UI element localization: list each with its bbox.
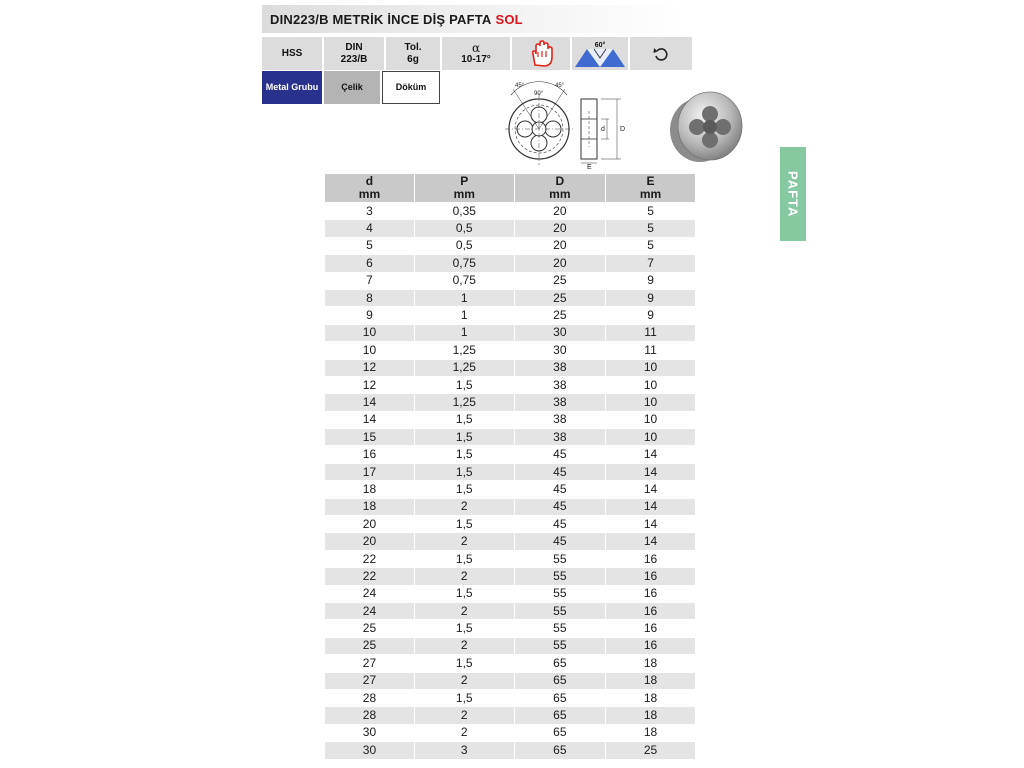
table-cell: 22 [325, 550, 414, 567]
thread-profile-icon [572, 37, 628, 70]
table-row [325, 568, 695, 585]
table-cell: 16 [606, 637, 695, 654]
table-cell: 10 [606, 429, 695, 446]
table-cell: 65 [514, 742, 605, 759]
table-cell: 25 [514, 272, 605, 289]
table-row [325, 272, 695, 289]
D-label: D [620, 126, 626, 133]
left-rotation-icon [630, 37, 692, 70]
table-cell: 38 [514, 359, 605, 376]
table-cell: 1,5 [414, 550, 514, 567]
table-cell: 22 [325, 568, 414, 585]
table-cell: 14 [606, 516, 695, 533]
table-cell: 55 [514, 568, 605, 585]
table-row [325, 585, 695, 602]
table-cell: 45 [514, 481, 605, 498]
table-cell: 18 [325, 481, 414, 498]
table-cell: 2 [414, 637, 514, 654]
table-header-row [325, 174, 695, 203]
table-cell: 1,5 [414, 463, 514, 480]
angle-right-label: 45° [555, 83, 565, 89]
table-cell: 30 [325, 724, 414, 741]
section-tab[interactable] [780, 147, 806, 241]
table-row [325, 203, 695, 220]
table-cell: 18 [606, 655, 695, 672]
table-cell: 65 [514, 724, 605, 741]
table-cell: 38 [514, 411, 605, 428]
angle-mid-label: 90° [534, 91, 544, 97]
table-cell: 11 [606, 324, 695, 341]
angle-left-label: 45° [515, 83, 525, 89]
table-cell: 5 [606, 237, 695, 254]
table-cell: 1,5 [414, 585, 514, 602]
d-label: d [601, 126, 605, 133]
table-cell: 2 [414, 724, 514, 741]
table-cell: 2 [414, 707, 514, 724]
table-cell: 3 [414, 742, 514, 759]
table-cell: 65 [514, 707, 605, 724]
table-cell: 6 [325, 255, 414, 272]
table-cell: 1,5 [414, 620, 514, 637]
table-row [325, 481, 695, 498]
table-row [325, 342, 695, 359]
table-cell: 25 [325, 620, 414, 637]
table-cell: 1,5 [414, 446, 514, 463]
table-cell: 20 [325, 516, 414, 533]
table-cell: 45 [514, 463, 605, 480]
table-cell: 14 [606, 463, 695, 480]
table-cell: 10 [606, 394, 695, 411]
table-cell: 14 [325, 394, 414, 411]
table-cell: 9 [606, 307, 695, 324]
spec-table [325, 174, 695, 759]
table-row [325, 533, 695, 550]
spec-tolerance: Tol. 6g [386, 37, 440, 70]
table-cell: 16 [606, 602, 695, 619]
table-cell: 25 [325, 637, 414, 654]
table-cell: 20 [514, 220, 605, 237]
table-cell: 1,5 [414, 429, 514, 446]
section-tab-label: PAFTA [785, 170, 801, 218]
table-cell: 10 [606, 359, 695, 376]
die-photo [664, 86, 752, 166]
table-row [325, 463, 695, 480]
table-row [325, 255, 695, 272]
table-cell: 8 [325, 289, 414, 306]
table-row [325, 220, 695, 237]
table-cell: 55 [514, 620, 605, 637]
table-cell: 27 [325, 655, 414, 672]
table-cell: 18 [325, 498, 414, 515]
table-cell: 18 [606, 689, 695, 706]
table-row [325, 620, 695, 637]
table-row [325, 237, 695, 254]
material-celik: Çelik [324, 71, 380, 104]
table-cell: 20 [514, 255, 605, 272]
table-row [325, 359, 695, 376]
table-cell: 30 [514, 342, 605, 359]
col-header-d: d mm [325, 174, 414, 203]
table-row [325, 742, 695, 759]
table-row [325, 637, 695, 654]
table-cell: 12 [325, 359, 414, 376]
table-cell: 28 [325, 707, 414, 724]
table-cell: 14 [606, 498, 695, 515]
table-row [325, 429, 695, 446]
table-cell: 3 [325, 203, 414, 220]
table-row [325, 689, 695, 706]
table-cell: 15 [325, 429, 414, 446]
table-cell: 2 [414, 568, 514, 585]
table-cell: 20 [514, 237, 605, 254]
table-cell: 11 [606, 342, 695, 359]
table-cell: 16 [606, 568, 695, 585]
table-cell: 2 [414, 533, 514, 550]
table-cell: 1 [414, 289, 514, 306]
table-cell: 2 [414, 672, 514, 689]
table-row [325, 498, 695, 515]
table-cell: 55 [514, 637, 605, 654]
spec-alpha: α 10-17° [442, 37, 510, 70]
table-cell: 16 [606, 585, 695, 602]
table-cell: 14 [325, 411, 414, 428]
table-cell: 45 [514, 498, 605, 515]
table-cell: 16 [606, 550, 695, 567]
table-row [325, 376, 695, 393]
table-cell: 1,5 [414, 516, 514, 533]
table-cell: 5 [606, 203, 695, 220]
table-row [325, 602, 695, 619]
page-title [262, 5, 682, 33]
table-cell: 1,5 [414, 689, 514, 706]
table-cell: 45 [514, 446, 605, 463]
table-cell: 17 [325, 463, 414, 480]
table-cell: 45 [514, 516, 605, 533]
col-header-p: P mm [414, 174, 514, 203]
table-cell: 38 [514, 394, 605, 411]
table-cell: 0,5 [414, 220, 514, 237]
table-row [325, 324, 695, 341]
table-cell: 1 [414, 324, 514, 341]
table-cell: 1,25 [414, 342, 514, 359]
table-cell: 38 [514, 429, 605, 446]
table-cell: 38 [514, 376, 605, 393]
table-cell: 5 [325, 237, 414, 254]
table-cell: 0,75 [414, 255, 514, 272]
table-cell: 7 [606, 255, 695, 272]
technical-drawing [497, 77, 637, 169]
col-header-e: E mm [606, 174, 695, 203]
table-cell: 2 [414, 602, 514, 619]
table-cell: 65 [514, 689, 605, 706]
table-cell: 55 [514, 602, 605, 619]
table-cell: 7 [325, 272, 414, 289]
table-row [325, 655, 695, 672]
table-cell: 18 [606, 724, 695, 741]
table-row [325, 516, 695, 533]
table-cell: 2 [414, 498, 514, 515]
table-row [325, 672, 695, 689]
table-cell: 30 [514, 324, 605, 341]
table-cell: 25 [606, 742, 695, 759]
table-cell: 12 [325, 376, 414, 393]
table-row [325, 446, 695, 463]
table-cell: 24 [325, 602, 414, 619]
metal-group-label: Metal Grubu [262, 71, 322, 104]
table-cell: 14 [606, 446, 695, 463]
table-cell: 9 [325, 307, 414, 324]
table-row [325, 707, 695, 724]
table-row [325, 724, 695, 741]
table-cell: 1,5 [414, 411, 514, 428]
table-cell: 10 [325, 342, 414, 359]
table-cell: 20 [325, 533, 414, 550]
table-cell: 30 [325, 742, 414, 759]
table-cell: 55 [514, 550, 605, 567]
title-accent: SOL [495, 11, 523, 27]
table-cell: 1,5 [414, 376, 514, 393]
table-cell: 10 [606, 376, 695, 393]
table-cell: 27 [325, 672, 414, 689]
table-cell: 9 [606, 289, 695, 306]
spec-din: DIN 223/B [324, 37, 384, 70]
spec-row [262, 37, 692, 70]
table-cell: 0,5 [414, 237, 514, 254]
table-cell: 25 [514, 289, 605, 306]
table-cell: 55 [514, 585, 605, 602]
thread-angle-label: 60° [594, 42, 606, 49]
hand-icon [512, 37, 570, 70]
table-row [325, 289, 695, 306]
table-cell: 25 [514, 307, 605, 324]
table-cell: 28 [325, 689, 414, 706]
table-row [325, 307, 695, 324]
table-cell: 16 [606, 620, 695, 637]
alpha-symbol: α [471, 40, 481, 55]
table-cell: 1,25 [414, 359, 514, 376]
table-cell: 10 [606, 411, 695, 428]
material-dokum: Döküm [382, 71, 440, 104]
table-cell: 5 [606, 220, 695, 237]
col-header-D: D mm [514, 174, 605, 203]
table-cell: 0,75 [414, 272, 514, 289]
title-main: DIN223/B METRİK İNCE DİŞ PAFTA [270, 11, 492, 27]
table-cell: 45 [514, 533, 605, 550]
table-body [325, 203, 695, 759]
E-label: E [587, 164, 592, 169]
table-cell: 18 [606, 707, 695, 724]
table-cell: 9 [606, 272, 695, 289]
table-cell: 18 [606, 672, 695, 689]
table-cell: 10 [325, 324, 414, 341]
table-cell: 20 [514, 203, 605, 220]
spec-hss: HSS [262, 37, 322, 70]
table-row [325, 411, 695, 428]
table-cell: 0,35 [414, 203, 514, 220]
table-cell: 4 [325, 220, 414, 237]
material-row [262, 71, 440, 104]
table-cell: 24 [325, 585, 414, 602]
table-row [325, 550, 695, 567]
table-cell: 14 [606, 533, 695, 550]
table-cell: 1,5 [414, 655, 514, 672]
table-cell: 65 [514, 672, 605, 689]
table-row [325, 394, 695, 411]
table-cell: 65 [514, 655, 605, 672]
table-cell: 1,5 [414, 481, 514, 498]
table-cell: 14 [606, 481, 695, 498]
table-cell: 1 [414, 307, 514, 324]
table-cell: 1,25 [414, 394, 514, 411]
table-cell: 16 [325, 446, 414, 463]
